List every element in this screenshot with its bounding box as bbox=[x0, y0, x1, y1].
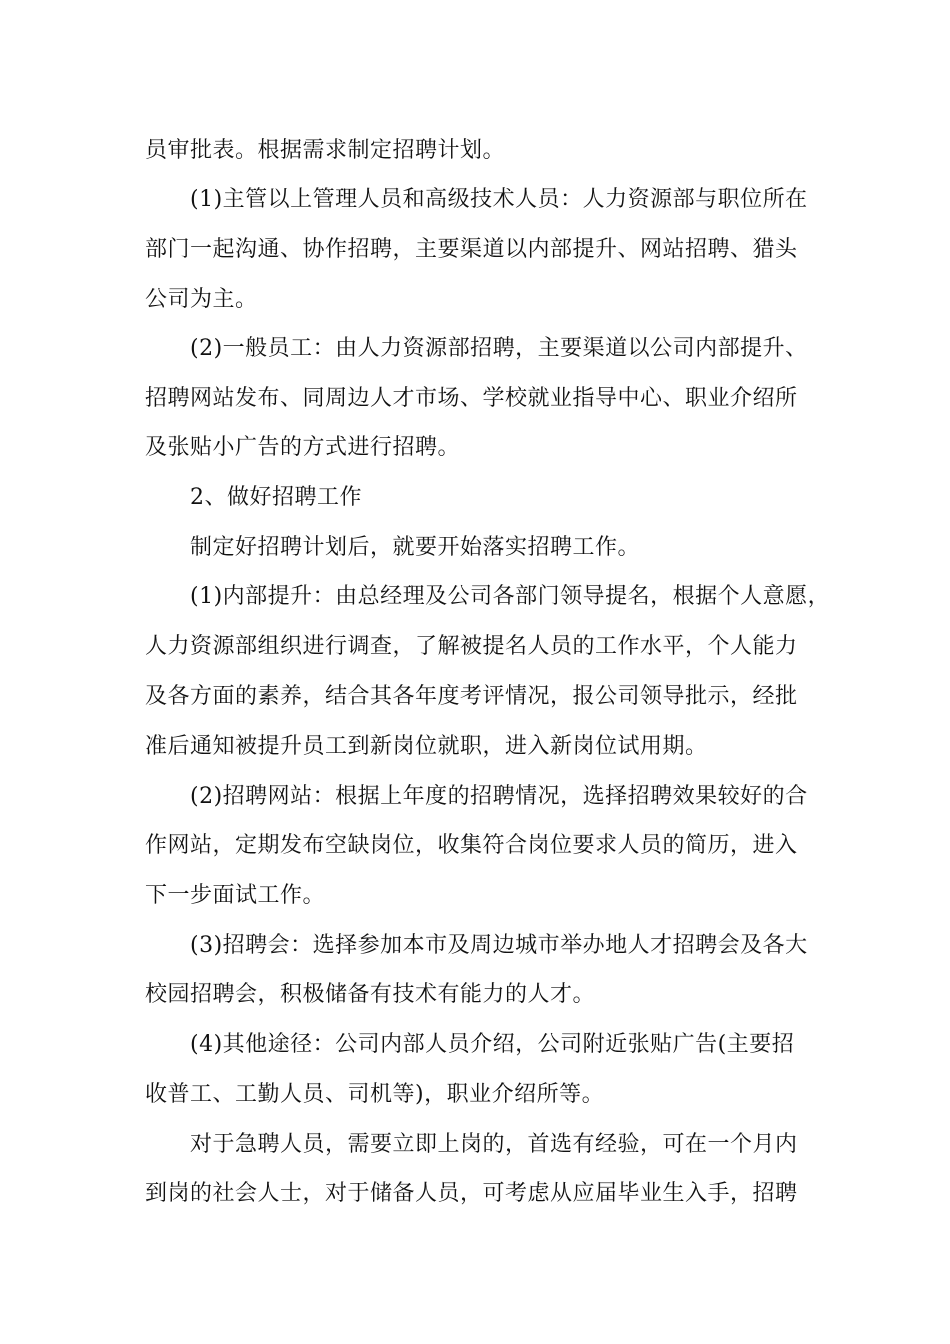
text-line: 部门一起沟通、协作招聘，主要渠道以内部提升、网站招聘、猎头 bbox=[145, 237, 798, 262]
text-line: (1)主管以上管理人员和高级技术人员：人力资源部与职位所在 bbox=[190, 187, 808, 212]
text-line: 校园招聘会，积极储备有技术有能力的人才。 bbox=[145, 982, 596, 1007]
text-line: 及各方面的素养，结合其各年度考评情况，报公司领导批示，经批 bbox=[145, 684, 798, 709]
text-line: (2)招聘网站：根据上年度的招聘情况，选择招聘效果较好的合 bbox=[190, 784, 808, 809]
text-line: 下一步面试工作。 bbox=[145, 883, 326, 908]
text-line: (1)内部提升：由总经理及公司各部门领导提名，根据个人意愿， bbox=[190, 584, 831, 609]
section-heading: 2、做好招聘工作 bbox=[190, 485, 362, 510]
text-line: 收普工、工勤人员、司机等)，职业介绍所等。 bbox=[145, 1082, 605, 1107]
text-line: 准后通知被提升员工到新岗位就职，进入新岗位试用期。 bbox=[145, 734, 708, 759]
text-line: 作网站，定期发布空缺岗位，收集符合岗位要求人员的简历，进入 bbox=[145, 833, 798, 858]
text-line: 及张贴小广告的方式进行招聘。 bbox=[145, 435, 461, 460]
text-line: (3)招聘会：选择参加本市及周边城市举办地人才招聘会及各大 bbox=[190, 933, 808, 958]
text-line: 招聘网站发布、同周边人才市场、学校就业指导中心、职业介绍所 bbox=[145, 386, 798, 411]
text-line: 员审批表。根据需求制定招聘计划。 bbox=[145, 138, 506, 163]
text-line: 人力资源部组织进行调查，了解被提名人员的工作水平，个人能力 bbox=[145, 634, 798, 659]
text-line: 制定好招聘计划后，就要开始落实招聘工作。 bbox=[190, 535, 641, 560]
text-line: (4)其他途径：公司内部人员介绍，公司附近张贴广告(主要招 bbox=[190, 1032, 795, 1057]
text-line: 公司为主。 bbox=[145, 287, 258, 312]
text-line: 对于急聘人员，需要立即上岗的，首选有经验，可在一个月内 bbox=[190, 1132, 798, 1157]
text-line: (2)一般员工：由人力资源部招聘，主要渠道以公司内部提升、 bbox=[190, 336, 808, 361]
text-line: 到岗的社会人士，对于储备人员，可考虑从应届毕业生入手，招聘 bbox=[145, 1181, 798, 1206]
